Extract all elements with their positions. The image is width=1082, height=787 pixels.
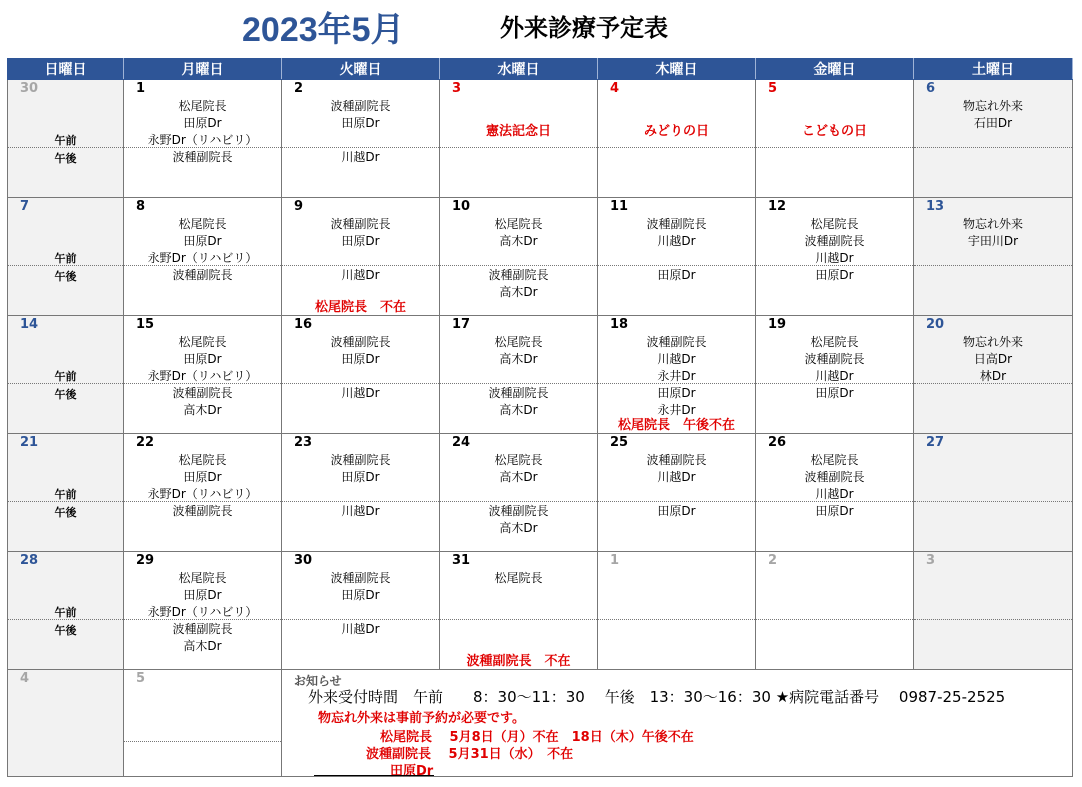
calendar-day-cell — [8, 434, 124, 552]
pm-schedule: 波種副院長 高木Dr — [172, 622, 233, 653]
am-schedule: 波種副院長 田原Dr — [330, 217, 391, 248]
day-number: 25 — [610, 435, 629, 450]
am-pm-divider — [440, 383, 597, 384]
weekday-header: 火曜日 — [282, 59, 440, 80]
day-number: 16 — [294, 317, 313, 332]
am-schedule: 波種副院長 田原Dr — [330, 453, 391, 484]
calendar-day-cell — [440, 552, 598, 670]
calendar-week-row — [8, 80, 1073, 198]
pm-schedule: 川越Dr — [341, 622, 380, 636]
calendar-week-row — [8, 670, 1073, 777]
day-number: 10 — [452, 199, 471, 214]
calendar-day-cell — [440, 198, 598, 316]
day-number: 11 — [610, 199, 629, 214]
calendar-day-cell — [756, 434, 914, 552]
calendar-day-cell — [124, 670, 282, 777]
am-schedule: 波種副院長 田原Dr — [330, 99, 391, 130]
calendar-day-cell — [124, 80, 282, 198]
pm-schedule: 波種副院長 高木Dr — [488, 268, 549, 299]
am-pm-divider — [124, 501, 281, 502]
absence-alert: 波種副院長 不在 — [466, 654, 571, 669]
calendar-day-cell — [440, 316, 598, 434]
calendar-week-row — [8, 552, 1073, 670]
calendar-day-cell — [598, 80, 756, 198]
am-pm-divider — [598, 619, 755, 620]
calendar-day-cell — [756, 198, 914, 316]
am-schedule — [598, 570, 755, 618]
calendar-day-cell — [124, 552, 282, 670]
weekday-header: 土曜日 — [914, 59, 1073, 80]
pm-label: 午後 — [54, 388, 77, 401]
holiday-label: 憲法記念日 — [485, 124, 551, 139]
pm-schedule: 波種副院長 — [172, 150, 233, 164]
am-schedule: 松尾院長 波種副院長 川越Dr — [804, 335, 865, 383]
am-pm-divider — [756, 147, 913, 148]
pm-schedule: 田原Dr — [815, 504, 854, 518]
am-pm-divider — [914, 619, 1072, 620]
day-number: 21 — [20, 435, 39, 450]
weekday-header: 金曜日 — [756, 59, 914, 80]
am-schedule: 松尾院長 波種副院長 川越Dr — [804, 453, 865, 501]
am-label: 午前 — [54, 606, 77, 619]
am-pm-divider — [756, 619, 913, 620]
calendar-day-cell — [756, 80, 914, 198]
am-pm-divider — [440, 501, 597, 502]
calendar-day-cell — [914, 552, 1073, 670]
am-schedule: 波種副院長 川越Dr — [646, 217, 707, 248]
am-schedule: 波種副院長 田原Dr — [330, 571, 391, 602]
day-number: 13 — [926, 199, 945, 214]
absence-alert: 松尾院長 不在 — [314, 300, 406, 315]
weekday-header-row — [8, 59, 1073, 80]
day-number: 1 — [610, 553, 620, 568]
day-number: 19 — [768, 317, 787, 332]
day-number: 24 — [452, 435, 471, 450]
calendar-day-cell — [124, 198, 282, 316]
am-schedule: 松尾院長 田原Dr 永野Dr（リハビリ） — [147, 217, 258, 265]
am-pm-divider — [598, 147, 755, 148]
am-pm-divider — [756, 265, 913, 266]
holiday-label: みどりの日 — [643, 124, 709, 139]
day-number: 20 — [926, 317, 945, 332]
am-schedule: 物忘れ外来 石田Dr — [962, 99, 1023, 130]
calendar-day-cell — [598, 198, 756, 316]
day-number: 12 — [768, 199, 787, 214]
notice-line: 波種副院長 5月31日（水） 不在 — [366, 747, 574, 762]
am-pm-divider — [440, 619, 597, 620]
day-number: 2 — [294, 81, 304, 96]
am-pm-divider — [598, 383, 755, 384]
day-number: 6 — [926, 81, 936, 96]
calendar-day-cell — [440, 80, 598, 198]
day-number: 18 — [610, 317, 629, 332]
am-pm-divider — [282, 619, 439, 620]
am-pm-divider — [440, 147, 597, 148]
pm-schedule — [914, 385, 1072, 431]
day-number: 4 — [20, 671, 30, 686]
day-number: 5 — [768, 81, 778, 96]
day-number: 2 — [768, 553, 778, 568]
pm-schedule: 波種副院長 高木Dr — [488, 386, 549, 417]
am-schedule: 松尾院長 波種副院長 川越Dr — [804, 217, 865, 265]
pm-schedule — [598, 621, 755, 667]
calendar-day-cell — [8, 80, 124, 198]
pm-schedule — [914, 621, 1072, 667]
calendar-day-cell — [124, 434, 282, 552]
am-schedule: 松尾院長 高木Dr — [494, 453, 543, 484]
pm-label: 午後 — [54, 152, 77, 165]
am-pm-divider — [124, 147, 281, 148]
pm-label: 午後 — [54, 506, 77, 519]
absence-alert: 松尾院長 午後不在 — [617, 418, 735, 433]
am-schedule: 松尾院長 田原Dr 永野Dr（リハビリ） — [147, 571, 258, 619]
am-schedule: 松尾院長 高木Dr — [494, 217, 543, 248]
day-number: 7 — [20, 199, 30, 214]
pm-schedule: 波種副院長 — [172, 504, 233, 518]
am-pm-divider — [282, 501, 439, 502]
calendar-day-cell — [914, 80, 1073, 198]
day-number: 4 — [610, 81, 620, 96]
page-subtitle: 外来診療予定表 — [500, 14, 668, 42]
am-pm-divider — [914, 383, 1072, 384]
am-pm-divider — [440, 265, 597, 266]
day-number: 9 — [294, 199, 304, 214]
pm-schedule: 川越Dr — [341, 386, 380, 400]
weekday-header: 月曜日 — [124, 59, 282, 80]
am-schedule: 松尾院長 田原Dr 永野Dr（リハビリ） — [147, 99, 258, 147]
am-schedule — [914, 570, 1072, 618]
am-schedule: 松尾院長 高木Dr — [494, 335, 543, 366]
am-schedule: 物忘れ外来 宇田川Dr — [962, 217, 1023, 248]
day-number: 26 — [768, 435, 787, 450]
pm-schedule: 川越Dr — [341, 150, 380, 164]
holiday-label: こどもの日 — [801, 124, 867, 139]
day-number: 28 — [20, 553, 39, 568]
day-number: 27 — [926, 435, 945, 450]
notice-line: 田原Dr — [390, 764, 434, 779]
calendar-day-cell — [282, 80, 440, 198]
am-pm-divider — [8, 501, 123, 502]
am-label: 午前 — [54, 252, 77, 265]
am-pm-divider — [8, 147, 123, 148]
page-title: 2023年5月 — [242, 11, 405, 49]
calendar-day-cell — [8, 670, 124, 777]
am-label: 午前 — [54, 370, 77, 383]
am-pm-divider — [598, 501, 755, 502]
am-label: 午前 — [54, 134, 77, 147]
calendar-day-cell — [8, 198, 124, 316]
day-number: 17 — [452, 317, 471, 332]
pm-schedule — [756, 621, 913, 667]
am-pm-divider — [8, 265, 123, 266]
day-number: 30 — [20, 81, 39, 96]
calendar-day-cell — [282, 552, 440, 670]
am-pm-divider — [124, 265, 281, 266]
calendar-day-cell — [756, 316, 914, 434]
pm-schedule — [914, 149, 1072, 195]
pm-schedule: 田原Dr — [815, 268, 854, 282]
day-number: 22 — [136, 435, 155, 450]
calendar-day-cell — [282, 434, 440, 552]
notice-heading: お知らせ — [294, 674, 342, 688]
am-schedule — [914, 452, 1072, 500]
calendar-week-row — [8, 198, 1073, 316]
pm-schedule: 田原Dr 永井Dr — [657, 386, 696, 417]
day-number: 23 — [294, 435, 313, 450]
day-number: 3 — [926, 553, 936, 568]
pm-schedule: 田原Dr — [657, 268, 696, 282]
notice-line: 松尾院長 5月8日（月）不在 18日（木）午後不在 — [380, 730, 694, 745]
pm-schedule: 波種副院長 高木Dr — [172, 386, 233, 417]
am-pm-divider — [282, 383, 439, 384]
pm-schedule: 波種副院長 — [172, 268, 233, 282]
pm-schedule: 川越Dr — [341, 268, 380, 282]
am-schedule: 波種副院長 田原Dr — [330, 335, 391, 366]
calendar-day-cell — [124, 316, 282, 434]
pm-schedule: 川越Dr — [341, 504, 380, 518]
am-pm-divider — [914, 265, 1072, 266]
calendar-day-cell — [440, 434, 598, 552]
am-pm-divider — [124, 619, 281, 620]
calendar-day-cell — [8, 316, 124, 434]
pm-schedule: 波種副院長 高木Dr — [488, 504, 549, 535]
am-pm-divider — [756, 383, 913, 384]
am-schedule: 松尾院長 — [494, 571, 543, 585]
day-number: 8 — [136, 199, 146, 214]
day-number: 15 — [136, 317, 155, 332]
am-pm-divider — [124, 741, 281, 742]
am-schedule — [756, 570, 913, 618]
am-schedule: 波種副院長 川越Dr — [646, 453, 707, 484]
calendar-day-cell — [8, 552, 124, 670]
notice-hours: 外来受付時間 午前 8：30〜11：30 午後 13：30〜16：30 ★病院電話番号 0987-25-2525 — [308, 688, 1006, 706]
day-number: 30 — [294, 553, 313, 568]
day-number: 1 — [136, 81, 146, 96]
day-number: 3 — [452, 81, 462, 96]
am-pm-divider — [598, 265, 755, 266]
pm-label: 午後 — [54, 270, 77, 283]
calendar-day-cell — [914, 316, 1073, 434]
notice-line: 物忘れ外来は事前予約が必要です。 — [318, 711, 525, 726]
am-schedule: 松尾院長 田原Dr 永野Dr（リハビリ） — [147, 335, 258, 383]
weekday-header: 水曜日 — [440, 59, 598, 80]
calendar-day-cell — [598, 552, 756, 670]
am-pm-divider — [914, 501, 1072, 502]
pm-schedule: 田原Dr — [657, 504, 696, 518]
calendar-day-cell — [282, 198, 440, 316]
calendar-day-cell — [756, 552, 914, 670]
am-pm-divider — [8, 383, 123, 384]
underline — [314, 775, 434, 776]
am-schedule: 波種副院長 川越Dr 永井Dr — [646, 335, 707, 383]
pm-schedule — [914, 267, 1072, 313]
am-schedule: 物忘れ外来 日高Dr 林Dr — [962, 335, 1023, 383]
am-schedule: 松尾院長 田原Dr 永野Dr（リハビリ） — [147, 453, 258, 501]
day-number: 5 — [136, 671, 146, 686]
day-number: 29 — [136, 553, 155, 568]
am-pm-divider — [124, 383, 281, 384]
calendar-week-row — [8, 316, 1073, 434]
am-pm-divider — [282, 147, 439, 148]
calendar-table — [7, 58, 1073, 777]
am-pm-divider — [914, 147, 1072, 148]
pm-label: 午後 — [54, 624, 77, 637]
notice-box — [282, 670, 1073, 777]
weekday-header: 日曜日 — [8, 59, 124, 80]
am-pm-divider — [282, 265, 439, 266]
am-pm-divider — [756, 501, 913, 502]
calendar-week-row — [8, 434, 1073, 552]
calendar-day-cell — [598, 316, 756, 434]
calendar-day-cell — [914, 198, 1073, 316]
calendar-day-cell — [598, 434, 756, 552]
weekday-header: 木曜日 — [598, 59, 756, 80]
calendar-day-cell — [282, 316, 440, 434]
am-label: 午前 — [54, 488, 77, 501]
am-pm-divider — [8, 619, 123, 620]
calendar-day-cell — [914, 434, 1073, 552]
day-number: 31 — [452, 553, 471, 568]
pm-schedule — [914, 503, 1072, 549]
day-number: 14 — [20, 317, 39, 332]
pm-schedule: 田原Dr — [815, 386, 854, 400]
